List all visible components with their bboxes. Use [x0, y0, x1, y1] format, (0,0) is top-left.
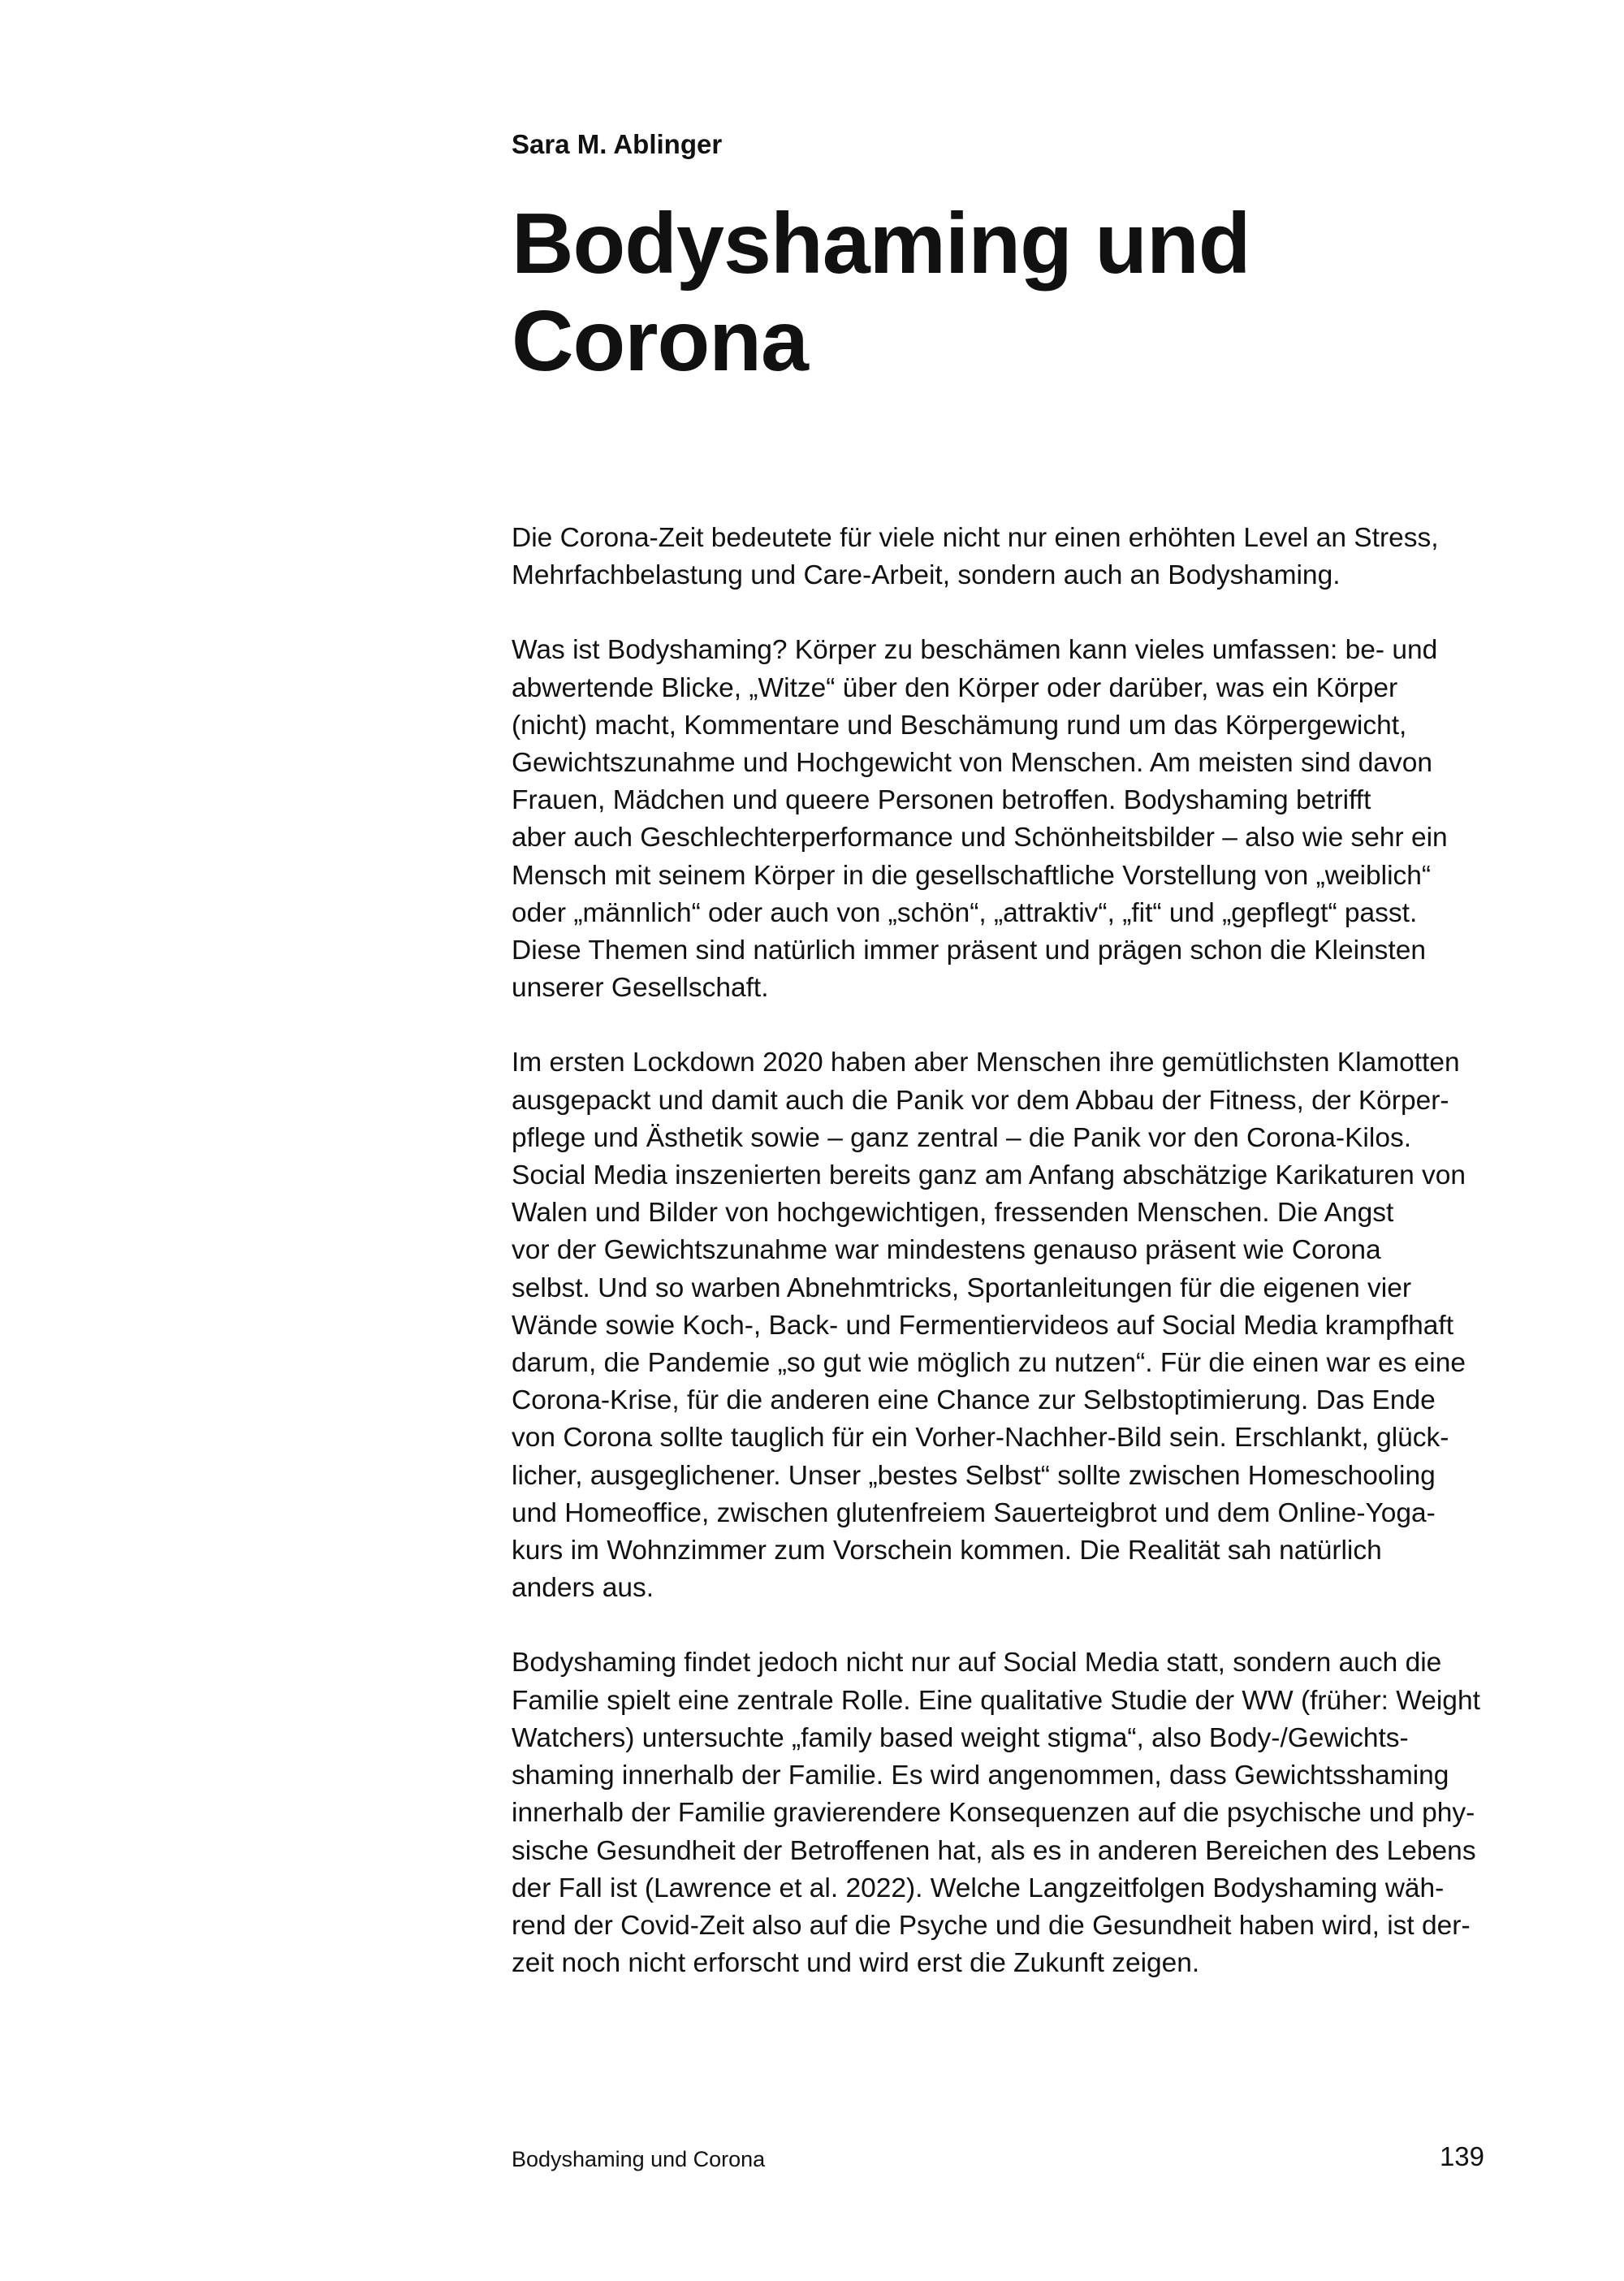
chapter-title: [512, 195, 1486, 390]
text-line: und Homeoffice, zwischen glutenfreiem Sauerteigbrot und dem Online-Yoga-: [512, 1497, 1436, 1528]
text-line: Frauen, Mädchen und queere Personen betroffen. Bodyshaming betrifft: [512, 785, 1371, 816]
text-line: licher, ausgeglichener. Unser „bestes Selbst“ sollte zwischen Homeschooling: [512, 1460, 1436, 1491]
text-line: aber auch Geschlechterperformance und Schönheitsbilder – also wie sehr ein: [512, 823, 1448, 853]
page-number: 139: [1439, 2141, 1484, 2171]
author-name: Sara M. Ablinger: [512, 129, 723, 159]
text-line: zeit noch nicht erforscht und wird erst die Zukunft zeigen.: [512, 1948, 1200, 1979]
text-line: Mensch mit seinem Körper in die gesellschaftliche Vorstellung von „weiblich“: [512, 860, 1432, 891]
text-line: Diese Themen sind natürlich immer präsent und prägen schon die Kleinsten: [512, 935, 1426, 966]
paragraph-3: [512, 1044, 1486, 1607]
text-line: Walen und Bilder von hochgewichtigen, fressenden Menschen. Die Angst: [512, 1198, 1394, 1229]
text-line: (nicht) macht, Kommentare und Beschämung rund um das Körpergewicht,: [512, 710, 1407, 741]
text-line: anders aus.: [512, 1573, 654, 1604]
text-line: oder „männlich“ oder auch von „schön“, „attraktiv“, „fit“ und „gepflegt“ passt.: [512, 897, 1418, 928]
text-line: Wände sowie Koch-, Back- und Fermentiervideos auf Social Media krampfhaft: [512, 1310, 1454, 1341]
paragraph-2: [512, 632, 1486, 1007]
text-line: von Corona sollte tauglich für ein Vorher-Nachher-Bild sein. Erschlankt, glück-: [512, 1423, 1449, 1454]
text-line: der Fall ist (Lawrence et al. 2022). Welche Langzeitfolgen Bodyshaming wäh-: [512, 1873, 1445, 1903]
text-line: Im ersten Lockdown 2020 haben aber Menschen ihre gemütlichsten Klamotten: [512, 1048, 1460, 1078]
text-line: Corona-Krise, für die anderen eine Chance zur Selbstoptimierung. Das Ende: [512, 1385, 1436, 1416]
text-line: ausgepackt und damit auch die Panik vor dem Abbau der Fitness, der Körper-: [512, 1085, 1449, 1116]
running-footer-title: Bodyshaming und Corona: [512, 2147, 766, 2171]
text-line: Familie spielt eine zentrale Rolle. Eine qualitative Studie der WW (früher: Weight: [512, 1685, 1480, 1716]
title-line: Bodyshaming und: [512, 196, 1250, 292]
text-line: Social Media inszenierten bereits ganz am Anfang abschätzige Karikaturen von: [512, 1160, 1466, 1191]
paragraph-1: [512, 520, 1486, 594]
text-line: pflege und Ästhetik sowie – ganz zentral – die Panik vor den Corona-Kilos.: [512, 1122, 1412, 1153]
text-line: abwertende Blicke, „Witze“ über den Körper oder darüber, was ein Körper: [512, 672, 1398, 703]
paragraph-4: [512, 1644, 1486, 1982]
text-line: Watchers) untersuchte „family based weight stigma“, also Body-/Gewichts-: [512, 1722, 1409, 1753]
text-line: shaming innerhalb der Familie. Es wird angenommen, dass Gewichtsshaming: [512, 1760, 1449, 1791]
title-line: Corona: [512, 293, 808, 389]
text-line: Gewichtszunahme und Hochgewicht von Menschen. Am meisten sind davon: [512, 748, 1433, 779]
text-line: unserer Gesellschaft.: [512, 973, 769, 1004]
body-text: [512, 520, 1486, 2020]
text-line: selbst. Und so warben Abnehmtricks, Sportanleitungen für die eigenen vier: [512, 1272, 1412, 1303]
text-line: Mehrfachbelastung und Care-Arbeit, sondern auch an Bodyshaming.: [512, 560, 1341, 591]
text-line: sische Gesundheit der Betroffenen hat, als es in anderen Bereichen des Lebens: [512, 1835, 1476, 1866]
text-line: vor der Gewichtszunahme war mindestens genauso präsent wie Corona: [512, 1235, 1381, 1266]
text-line: innerhalb der Familie gravierendere Konsequenzen auf die psychische und phy-: [512, 1798, 1475, 1829]
text-line: darum, die Pandemie „so gut wie möglich zu nutzen“. Für die einen war es eine: [512, 1348, 1466, 1379]
text-line: Bodyshaming findet jedoch nicht nur auf Social Media statt, sondern auch die: [512, 1648, 1442, 1678]
text-line: rend der Covid-Zeit also auf die Psyche und die Gesundheit haben wird, ist der-: [512, 1910, 1471, 1941]
text-line: kurs im Wohnzimmer zum Vorschein kommen. Die Realität sah natürlich: [512, 1536, 1382, 1566]
text-line: Die Corona-Zeit bedeutete für viele nicht nur einen erhöhten Level an Stress,: [512, 523, 1439, 553]
text-line: Was ist Bodyshaming? Körper zu beschämen kann vieles umfassen: be- und: [512, 635, 1438, 666]
